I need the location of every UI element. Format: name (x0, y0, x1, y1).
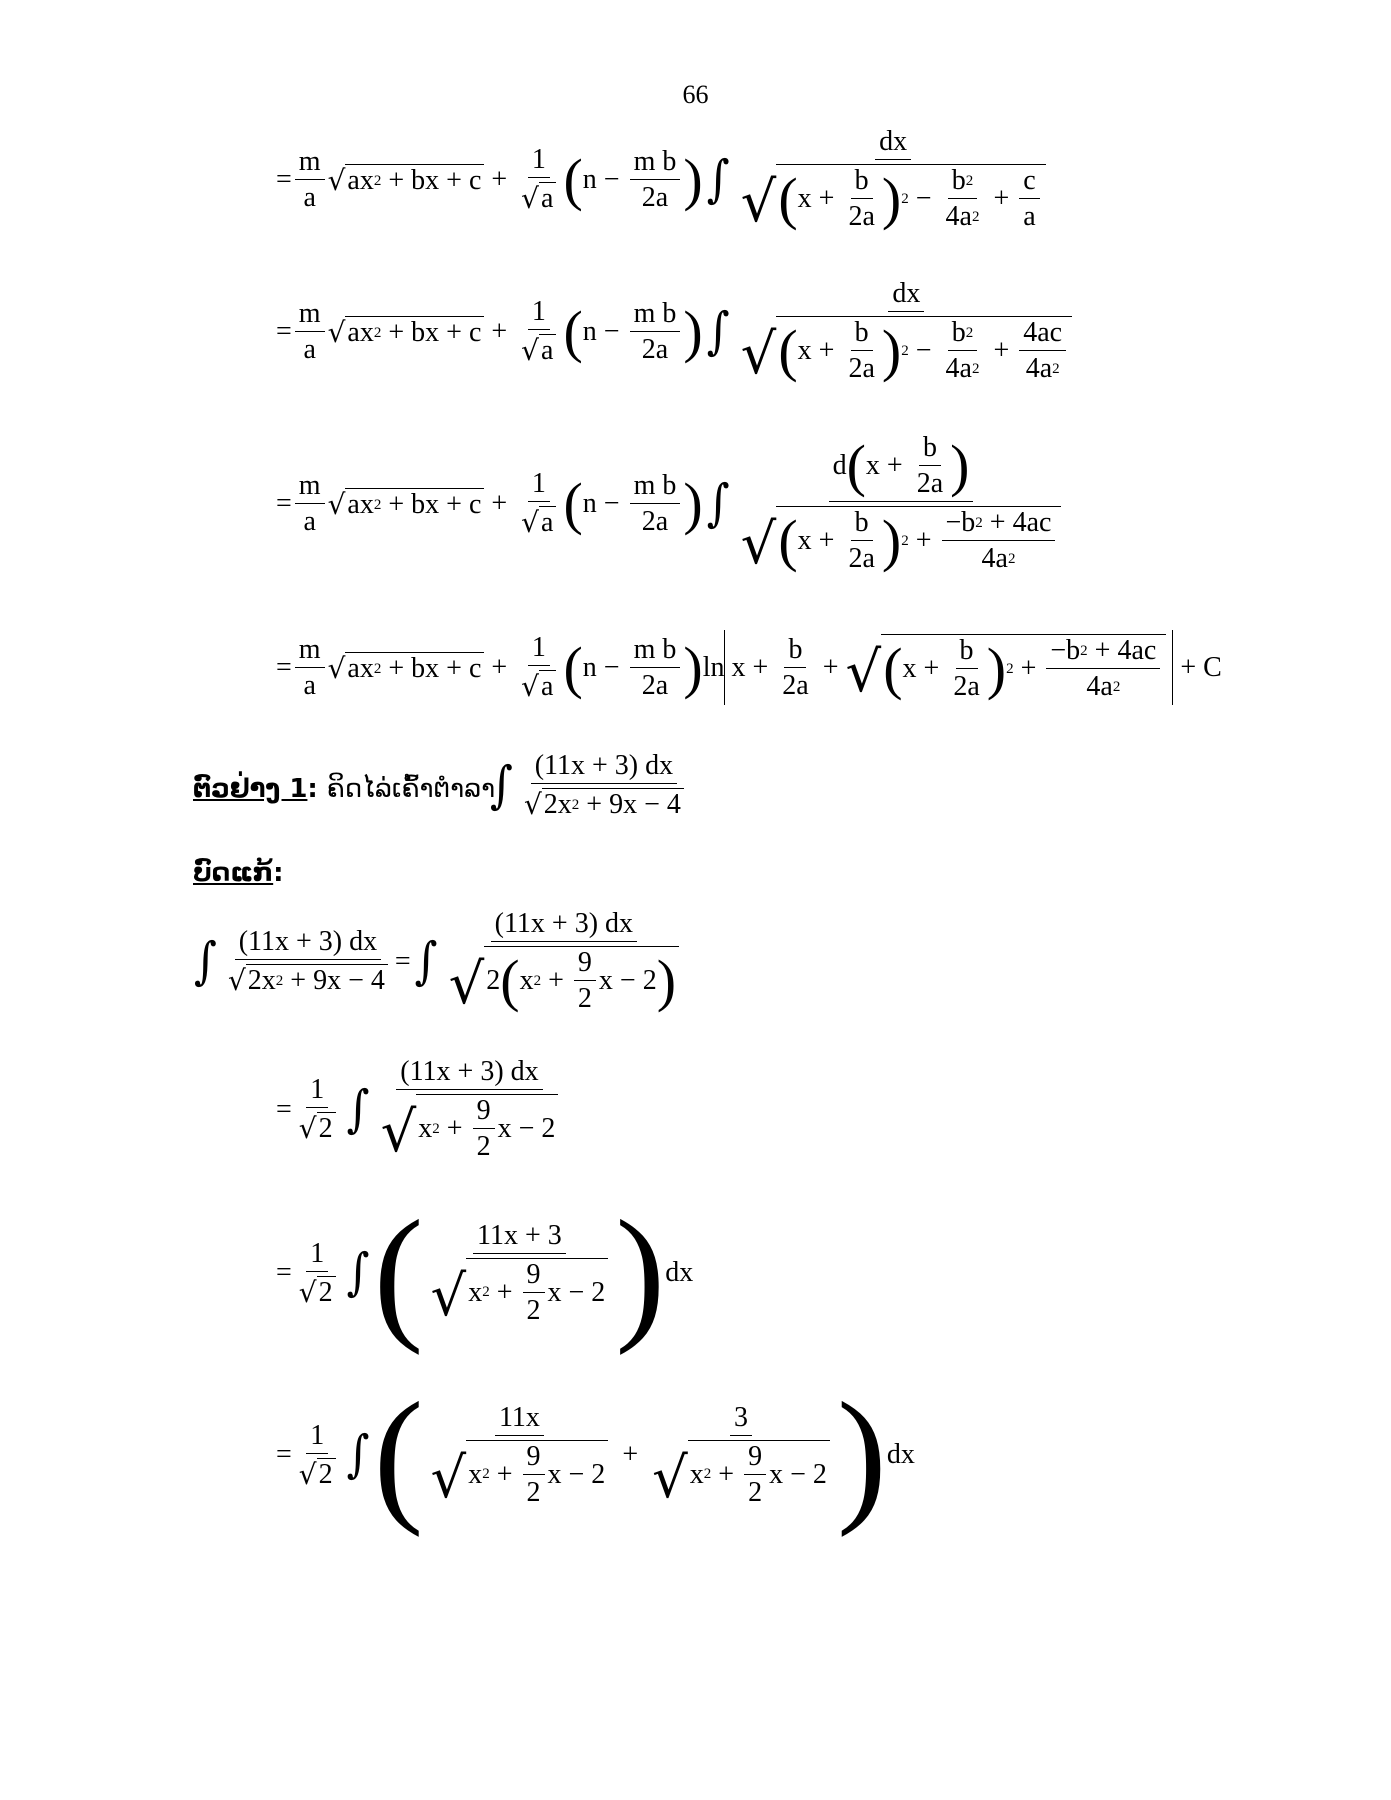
equation-line-3: = $\frac{m}{a}$ √ ax 2 + bx + c + 1 √ a ( n − $\frac{\text{m b}}{2a}$ ) ∫ d ( x + $\frac{b}{2a}$ ) √ ( x + $\frac{b}{2a}$ ) 2 + −b 2 + 4ac 4a 2 (276, 434, 1068, 573)
page-number: 66 (682, 80, 709, 109)
solution-label: ບົດແກ້: (193, 858, 284, 888)
solution-line-4: = 1 √ 2 ∫ ( 11x √ x 2 + $\frac{9}{2}$ x − 2 + 3 √ x 2 + $\frac{9}{2}$ x − 2 ) dx (276, 1372, 915, 1538)
solution-line-2: = 1 √ 2 ∫ (11x + 3) dx √ x 2 + $\frac{9}{2}$ x − 2 (276, 1058, 565, 1161)
solution-line-1: ∫ (11x + 3) dx √ 2x 2 + 9x − 4 = ∫ (11x + 3) dx √ 2 ( x 2 + $\frac{9}{2}$ x − 2 ) (190, 910, 686, 1013)
equation-line-1: = $\frac{m}{a}$ √ ax 2 + bx + c + 1 √ a ( n − $\frac{\text{m b}}{2a}$ ) ∫ dx √ ( x + $\frac{b}{2a}$ ) 2 − b 2 4a 2 + $\frac{c}{a}$ (276, 128, 1053, 231)
equation-line-4: = $\frac{m}{a}$ √ ax 2 + bx + c + 1 √ a ( n − $\frac{\text{m b}}{2a}$ ) ln x + $\frac{b}{2a}$ + √ ( x + $\frac{b}{2a}$ ) 2 + −b 2 + 4ac 4a 2 + C (276, 632, 1222, 705)
example-heading: ຕົວຢ່າງ 1: ຄິດໄລ່ເຄົ້າຕຳລາ (193, 774, 496, 804)
example-integral: ∫ (11x + 3) dx √ 2x 2 + 9x − 4 (486, 752, 691, 819)
equation-line-2: = $\frac{m}{a}$ √ ax 2 + bx + c + 1 √ a ( n − $\frac{\text{m b}}{2a}$ ) ∫ dx √ ( x + $\frac{b}{2a}$ ) 2 − b 2 4a 2 + 4ac 4a 2 (276, 280, 1079, 383)
solution-line-3: = 1 √ 2 ∫ ( 11x + 3 √ x 2 + $\frac{9}{2}$ x − 2 ) dx (276, 1190, 694, 1356)
